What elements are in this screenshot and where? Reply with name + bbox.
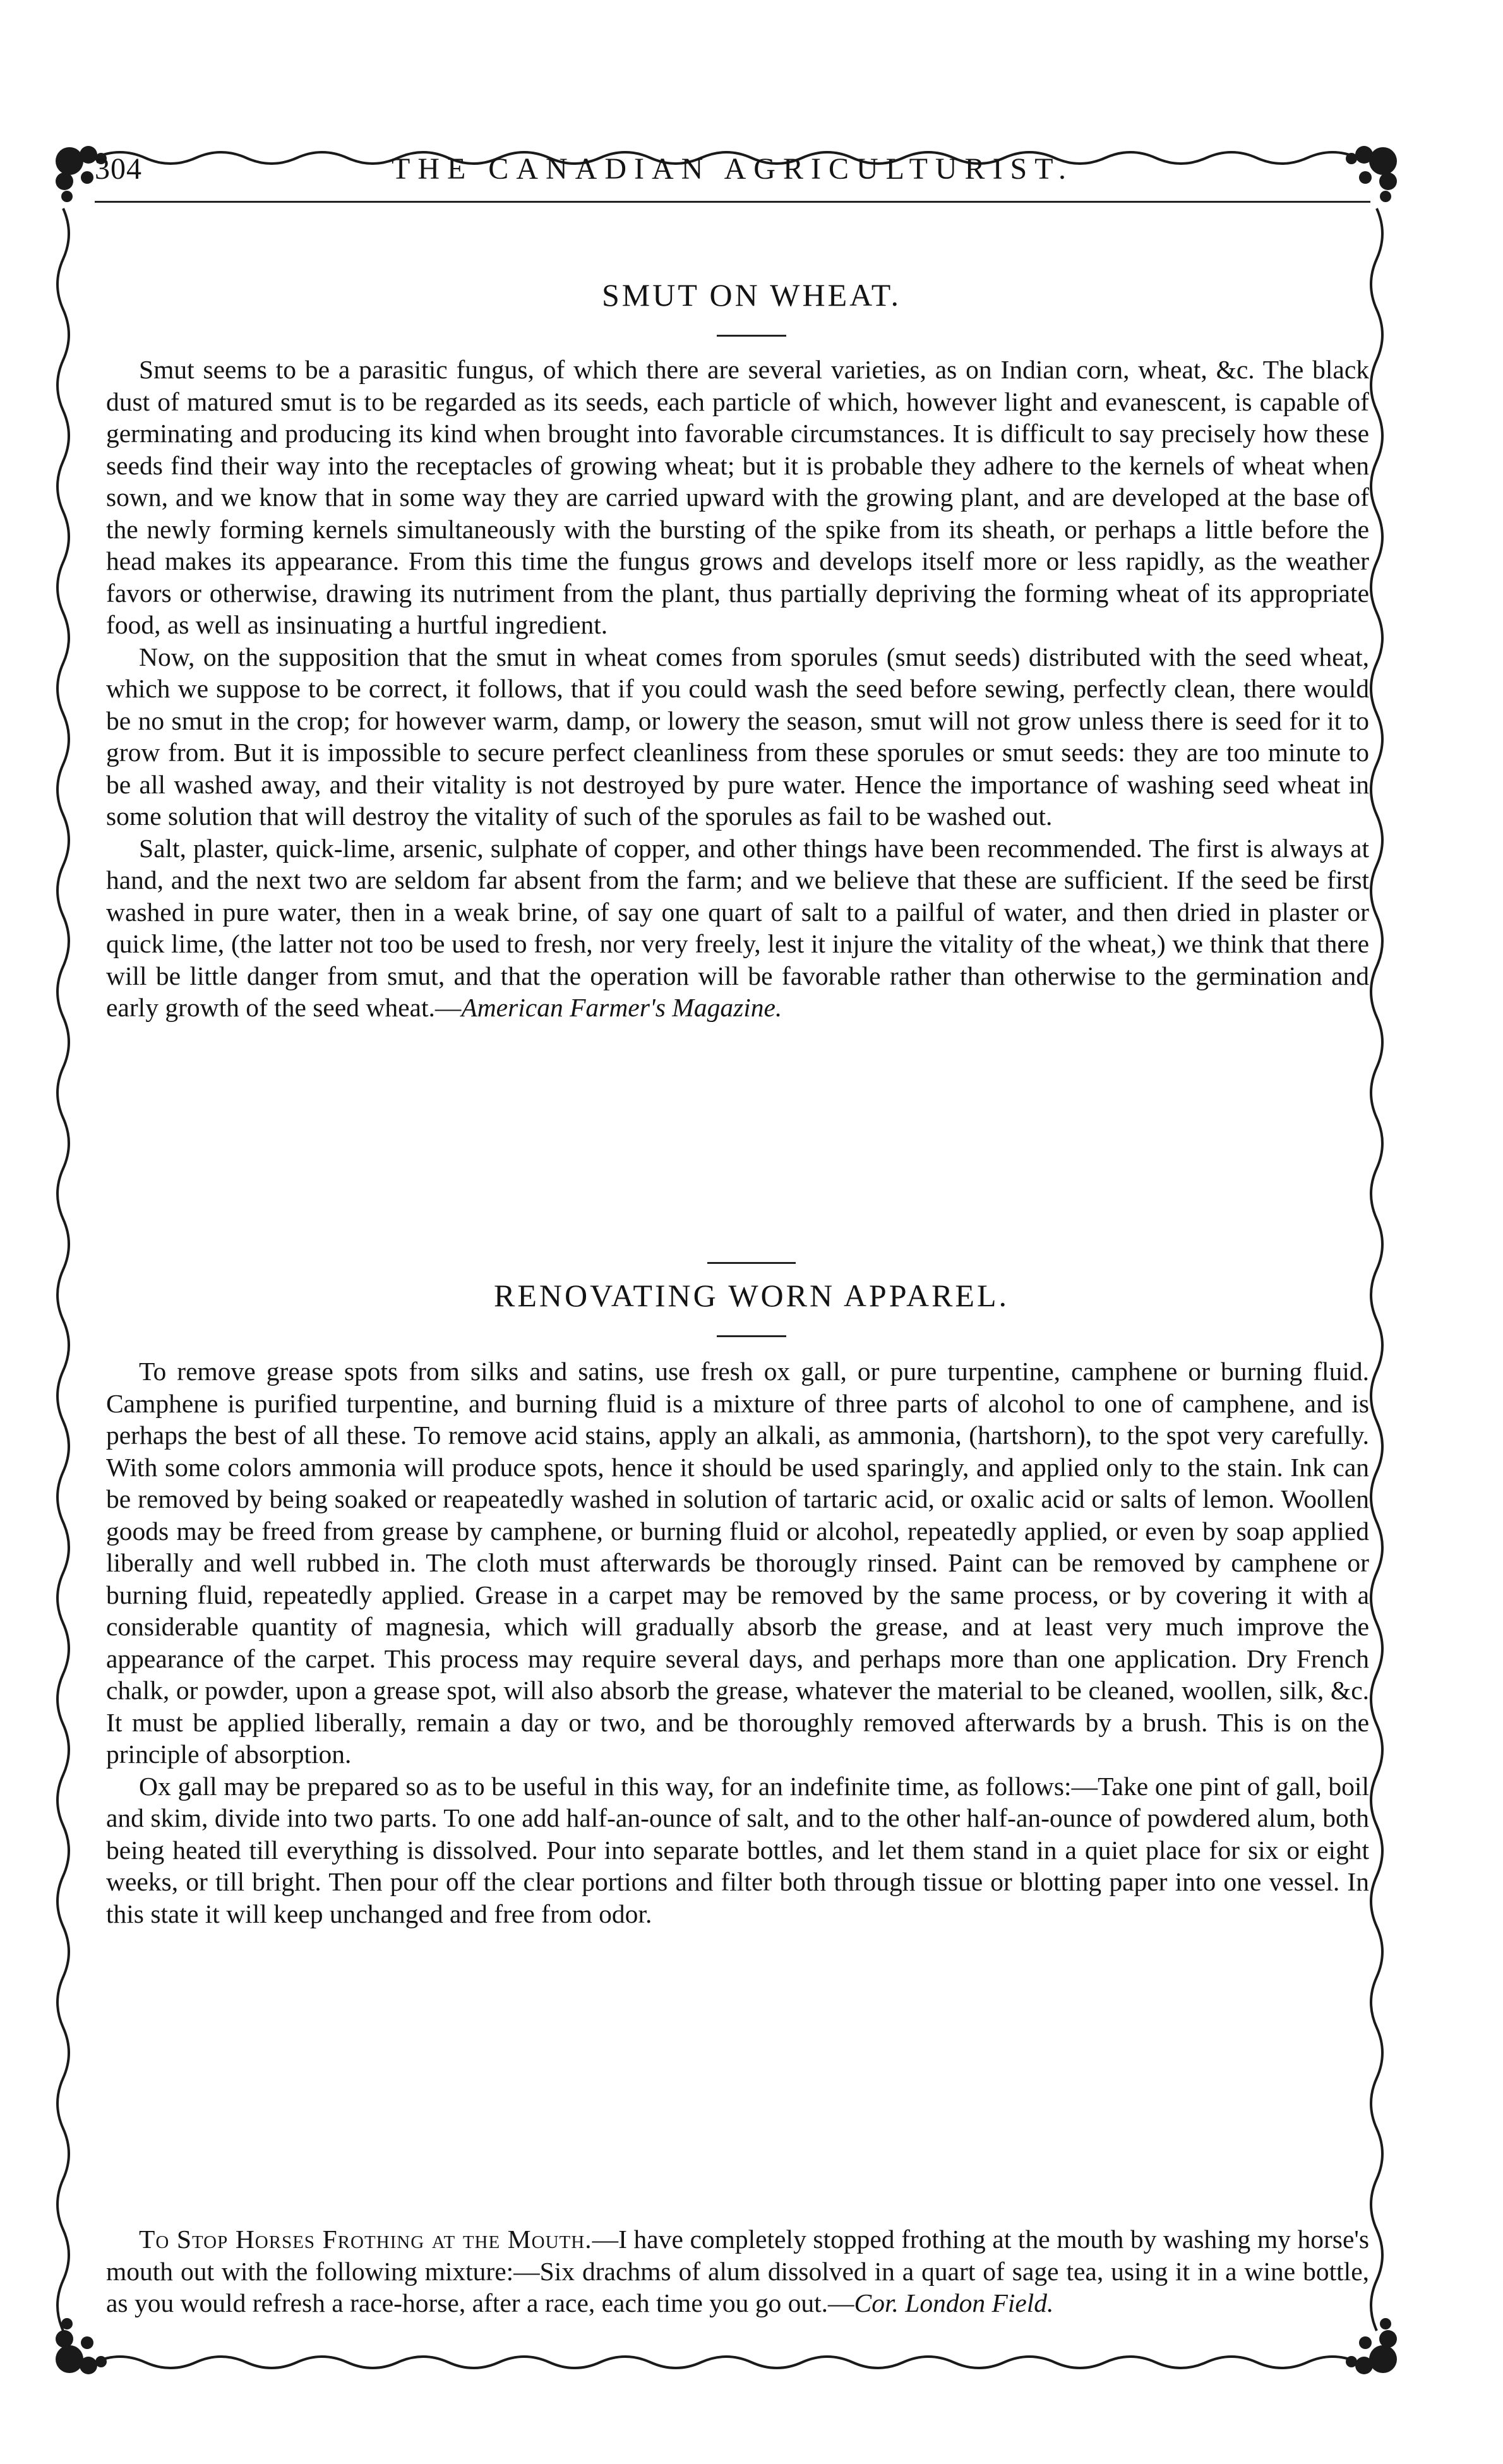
article-title-smut-on-wheat: SMUT ON WHEAT. — [601, 277, 902, 313]
paragraph: To remove grease spots from silks and satins, use fresh ox gall, or pure turpentine, camphene or burning fluid. Camphene is purified turpentine, and burning fluid is a mixture of three parts of alcohol to one of camphene, and is perhaps the best of all these. To remove acid stains, apply an alkali, as ammonia, (hartshorn), to the spot very carefully. With some colors ammonia will produce spots, hence it should be used sparingly, and applied only to the stain. Ink can be removed by being soaked or reapeatedly washed in solution of tartaric acid, or oxalic acid or salts of lemon. Woollen goods may be freed from grease by camphene, or burning fluid or alcohol, repeatedly applied, or even by soap applied liberally and well rubbed in. The cloth must afterwards be thorougly rinsed. Paint can be removed by camphene or burning fluid, repeatedly applied. Grease in a carpet may be removed by the same process, or by covering it with a considerable quantity of magnesia, which will gradually absorb the grease, and at least very much improve the appearance of the carpet. This process may require several days, and perhaps more than one application. Dry French chalk, or powder, upon a grease spot, will also absorb the grease, whatever the material to be cleaned, woollen, silk, &c. It must be applied liberally, remain a day or two, and be thoroughly removed afterwards by a brush. This is on the principle of absorption. — [106, 1357, 1369, 1769]
page-number: 304 — [95, 152, 142, 186]
paragraph-text: Salt, plaster, quick-lime, arsenic, sulphate of copper, and other things have been recommended. The first is always at hand, and the next two are seldom far absent from the farm; and we believe that these are sufficient. If the seed be first washed in pure water, then in a weak brine, of say one quart of salt to a pailful of water, and then dried in plaster or quick lime, (the latter not too be used to fresh, nor very freely, lest it injure the vitality of the wheat,) we think that there will be little danger from smut, and that the operation will be favorable rather than otherwise to the germination and early growth of the seed wheat.— — [106, 833, 1369, 1022]
header-rule — [95, 201, 1370, 203]
article-body-renovating-worn-apparel — [106, 1355, 1369, 1930]
source-citation: American Farmer's Magazine. — [461, 993, 782, 1022]
paragraph-with-source — [106, 2223, 1369, 2319]
paragraph: Smut seems to be a parasitic fungus, of which there are several varieties, as on Indian corn, wheat, &c. The black dust of matured smut is to be regarded as its seeds, each particle of which, however light and evanescent, is capable of germinating and producing its kind when brought into favorable circumstances. It is difficult to say precisely how these seeds find their way into the receptacles of growing wheat; but it is probable they adhere to the kernels of wheat when sown, and we know that in some way they are carried upward with the growing plant, and are developed at the base of the newly forming kernels simultaneously with the bursting of the spike from its sheath, or perhaps a little before the head makes its appearance. From this time the fungus grows and develops itself more or less rapidly, as the weather favors or otherwise, drawing its nutriment from the plant, thus partially depriving the forming wheat of its appropriate food, as well as insinuating a hurtful ingredient. — [106, 355, 1369, 639]
paragraph: Ox gall may be prepared so as to be useful in this way, for an indefinite time, as follows:—Take one pint of gall, boil and skim, divide into two parts. To one add half-an-ounce of salt, and to the other half-an-ounce of powdered alum, both being heated till everything is dissolved. Pour into separate bottles, and let them stand in a quiet place for six or eight weeks, or till bright. Then pour off the clear portions and filter both through tissue or blotting paper into one vessel. In this state it will keep unchanged and free from odor. — [106, 1771, 1369, 1928]
paragraph-with-source — [106, 832, 1369, 1024]
title-rule — [717, 335, 786, 337]
journal-title: THE CANADIAN AGRICULTURIST. — [392, 152, 1074, 186]
paragraph: Now, on the supposition that the smut in wheat comes from sporules (smut seeds) distributed with the seed wheat, which we suppose to be correct, it follows, that if you could wash the seed before sewing, perfectly clean, there would be no smut in the crop; for however warm, damp, or lowery the season, smut will not grow unless there is seed for it to grow from. But it is impossible to secure perfect cleanliness from these sporules or smut seeds: they are too minute to be all washed away, and their vitality is not destroyed by pure water. Hence the importance of washing seed wheat in some solution that will destroy the vitality of such of the sporules as fail to be washed out. — [106, 642, 1369, 831]
paragraph-text: —I have completely stopped frothing at the mouth by washing my horse's mouth out with the following mixture:—Six drachms of alum dissolved in a quart of sage tea, using it in a wine bottle, as you would refresh a race-horse, after a race, each time you go out.— — [106, 2225, 1370, 2317]
running-head — [95, 144, 1370, 201]
source-citation: Cor. London Field. — [854, 2288, 1054, 2317]
article-body-smut-on-wheat — [106, 354, 1369, 1024]
item-lead-title: To Stop Horses Frothing at the Mouth. — [139, 2225, 592, 2254]
article-title-renovating-worn-apparel: RENOVATING WORN APPAREL. — [493, 1278, 1010, 1313]
title-rule — [717, 1335, 786, 1337]
section-divider — [707, 1262, 796, 1264]
article-body-horses-frothing — [106, 2223, 1369, 2319]
